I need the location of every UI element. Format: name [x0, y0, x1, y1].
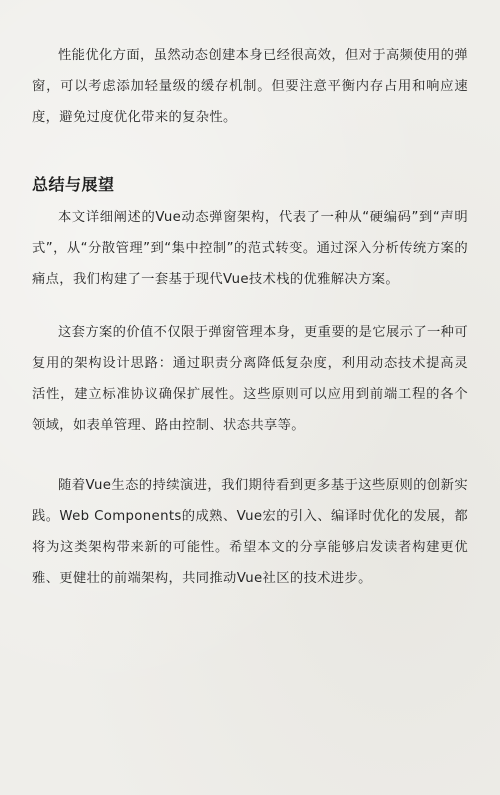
summary-paragraph-2: 这套方案的价值不仅限于弹窗管理本身，更重要的是它展示了一种可复用的架构设计思路：通过职责分离降低复杂度，利用动态技术提高灵活性，建立标准协议确保扩展性。这些原则可以应用到前端工程的各个领域，如表单管理、路由控制、状态共享等。 [32, 325, 468, 433]
section-heading: 总结与展望 [32, 175, 115, 194]
summary-paragraph-1: 本文详细阐述的Vue动态弹窗架构，代表了一种从“硬编码”到“声明式”，从“分散管理”到“集中控制”的范式转变。通过深入分析传统方案的痛点，我们构建了一套基于现代Vue技术栈的优雅解决方案。 [32, 210, 468, 287]
summary-paragraph-3: 随着Vue生态的持续演进，我们期待看到更多基于这些原则的创新实践。Web Components的成熟、Vue宏的引入、编译时优化的发展，都将为这类架构带来新的可能性。希望本文的分享能够启发读者构建更优雅、更健壮的前端架构，共同推动Vue社区的技术进步。 [32, 478, 468, 586]
intro-paragraph: 性能优化方面，虽然动态创建本身已经很高效，但对于高频使用的弹窗，可以考虑添加轻量级的缓存机制。但要注意平衡内存占用和响应速度，避免过度优化带来的复杂性。 [32, 48, 468, 125]
